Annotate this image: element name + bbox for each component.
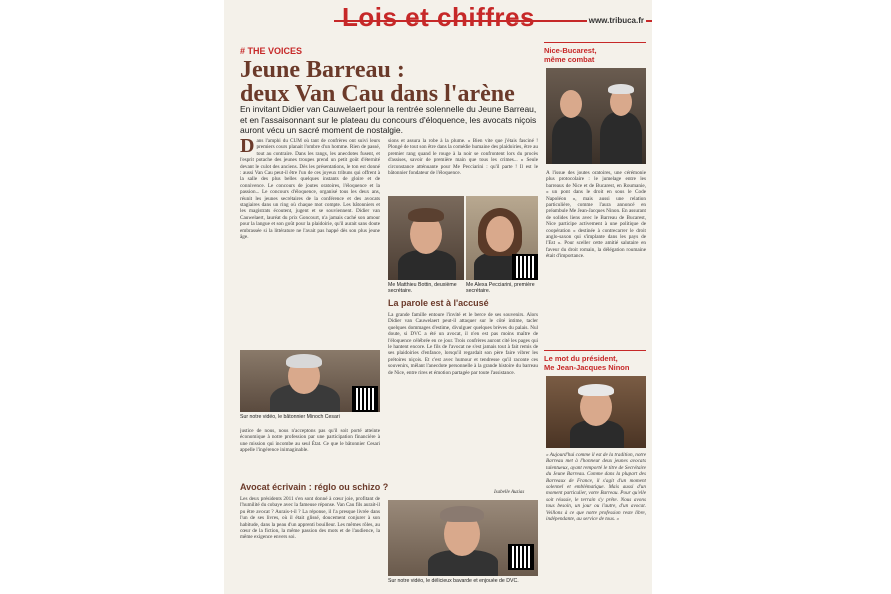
photo-ceremony (546, 68, 646, 164)
sidebar-nice-text: À l'issue des joutes oratoires, une cérémonie plus protocolaire : le jumelage entre les barreaux de Nice et de Bucarest, en Roumanie, « un pont dans le droit en sous le Code Napoléon », mais aussi une relation particulière, comme l'aura annoncé en préambule Me Jean-Jacques Ninon. En assurant de solides liens avec le Barreau de Bucarest, Nice participe activement à une politique de coopération « destinée à contrecarrer le droit anglo-saxon qui s'implante dans les pays de l'Est ». Pour sceller cette amitié salutaire en faveur du droit romain, la délégation roumaine était d'importance. (546, 170, 646, 260)
article-column-2a: sions et assura la robe à la plume. « Bien vite que j'étais fasciné ! Plongé de tout son être dans la comédie humaine des plaidoiries, être au premier rang quand le rouge à la noir se confrontent lors du procès d'assises, savoir de première main que tous les crimes... » Seule circonstance atténuante pour Me Pecciarini : qu'il parte ! Il est le bâtonnier fondateur de l'éloquence. (388, 138, 538, 177)
photo-dvc (388, 500, 538, 576)
site-url: www.tribuca.fr (588, 16, 644, 25)
photo-batonnier (240, 350, 380, 412)
sidebar-president-title-line-2: Me Jean-Jacques Ninon (544, 363, 630, 372)
page-header (224, 0, 652, 34)
drop-cap: D (240, 138, 255, 157)
article-column-1b: justice de nous, nous n'acceptons pas qu'il soit porté atteinte économique à notre profession par une participation financière à une mission qui incombe au seul État. Ce que le bâtonnier Cesari appelle l'ingérence inimaginable. (240, 428, 380, 454)
sidebar-nice-title-line-1: Nice-Bucarest, (544, 46, 597, 55)
sidebar-president-text: « Aujourd'hui comme il est de la tradition, notre Barreau met à l'honneur deux jeunes avocats talentueux, ayant remporté le titre de Secrétaire du Jeune Barreau. Comme dans la plupart des Barreaux de France, il s'agit d'un moment solennel et emblématique. Mais aussi d'un moment particulier, votre Barreau. Pour qu'elle soit réussie, le terrain s'y prête. Nous avons tous besoin, un jour ou l'autre, d'un avocat. Veillons à ce que notre profession reste libre, indépendante, au service de tous. » (546, 452, 646, 523)
photo-caption-batonnier: Sur notre vidéo, le bâtonnier Minoch Cesari (240, 414, 340, 420)
photo-caption-pecciarini: Me Alexa Pecciarini, première secrétaire. (466, 282, 535, 294)
qr-code (508, 544, 534, 570)
headline-line-1: Jeune Barreau : (240, 57, 405, 83)
photo-caption-dvc: Sur notre vidéo, le délicieux bavarde et enjouée de DVC. (388, 578, 519, 584)
headline-line-2: deux Van Cau dans l'arène (240, 81, 515, 107)
article-column-1 (240, 138, 380, 348)
subhead-parole-accuse: La parole est à l'accusé (388, 298, 489, 308)
article-kicker: # THE VOICES (240, 46, 303, 56)
sidebar-president-title (544, 354, 646, 372)
photo-caption-bottin: Me Matthieu Bottin, deuxième secrétaire. (388, 282, 457, 294)
sidebar-rule (544, 350, 646, 351)
article-column-2b: La grande famille entoure l'invité et le berce de ses souvenirs. Alors Didier van Cauwelaert peut-il attaquer sur le côté intime, tacler quelques dommages d'estime, divulguer quelques brèves du palais. Nul doute, si DVC a été un avocat, il n'en est pas moins maître de l'éloquence célébrée en ce jour. Trois confrères auront cité les pages qui le hantent encore. Le fils de l'avocat ne s'est jamais tout à fait remis de ses plaidoiries d'enfance, lorsqu'il regardait son père faire vibrer les prétoires niçois. Et c'est avec humour et tendresse qu'il raconte ces souvenirs, mêlant l'anecdote personnelle à la grande histoire du barreau de Nice, entre rires et émotion partagée par toute l'assistance. (388, 312, 538, 376)
author-signature: Isabelle Auzias (494, 490, 525, 495)
article-lede: En invitant Didier van Cauwelaert pour la rentrée solennelle du Jeune Barreau, et en l'assaisonnant sur le plateau du concours d'éloquence, les avocats niçois auront vécu un sacré moment de nostalgie. (240, 104, 537, 135)
newspaper-page (224, 0, 652, 594)
article-column-1c: Les deux présidents 2011 s'en sont donné à cœur joie, profitant de l'humilité du cobaye avec la fameuse réponse. Van Cau fils aurait-il pu être avocat ? Aurais-t-il ? La réponse, il l'a presque livrée dans l'un de ses livres, où il était glissé, doucement conjurer à son habitude, dans la peau d'un apprenti bouilleur. Les mêmes rôles, au cœur de la fiction, la même passion des mots et de l'audience, la même exigence envers soi. (240, 496, 380, 541)
section-title: Lois et chiffres (342, 2, 535, 32)
qr-code (352, 386, 378, 412)
sidebar-nice-title (544, 46, 646, 64)
photo-president (546, 376, 646, 448)
qr-code (512, 254, 538, 280)
column-1-text: ans l'amphi du CUM où tant de confrères ont suivi leurs premiers cours planait l'ombre d'un homme. Rien de passé, tout au contraire. Dans les rangs, les anecdotes fusent, et l'esprit potache des jeunes troupes prend un petit goût d'éternité devant le culot des anciens. Dès les présentations, le ton est donné : aussi Van Cau peut-il être l'un de ces joyeux tribuns qui offrent à la salle des plus belles quelques instants de gloire et de connivence. Le concours de joutes oratoires, l'éloquence et la passion... Le concours d'éloquence, organisé tous les deux ans, réunit les jeunes secrétaires de la conférence et des avocats stagiaires dans un ring où chaque mot compte. Les bâtonniers et les magistrats écoutent, jugent et se souviennent. Didier van Cauwelaert, lauréat du prix Goncourt, n'a jamais caché son amour pour la langue et son goût pour la plaidoirie, qu'il aurait sans doute embrassée si la littérature ne l'avait pas happé dès son plus jeune âge. (240, 138, 380, 241)
photo-bottin (388, 196, 464, 280)
sidebar-president-title-line-1: Le mot du président, (544, 354, 618, 363)
sidebar-nice-title-line-2: même combat (544, 55, 595, 64)
sidebar-rule (544, 42, 646, 43)
photo-pecciarini (466, 196, 538, 280)
subhead-avocat-ecrivain: Avocat écrivain : réglo ou schizo ? (240, 482, 389, 492)
article-headline (240, 58, 540, 106)
